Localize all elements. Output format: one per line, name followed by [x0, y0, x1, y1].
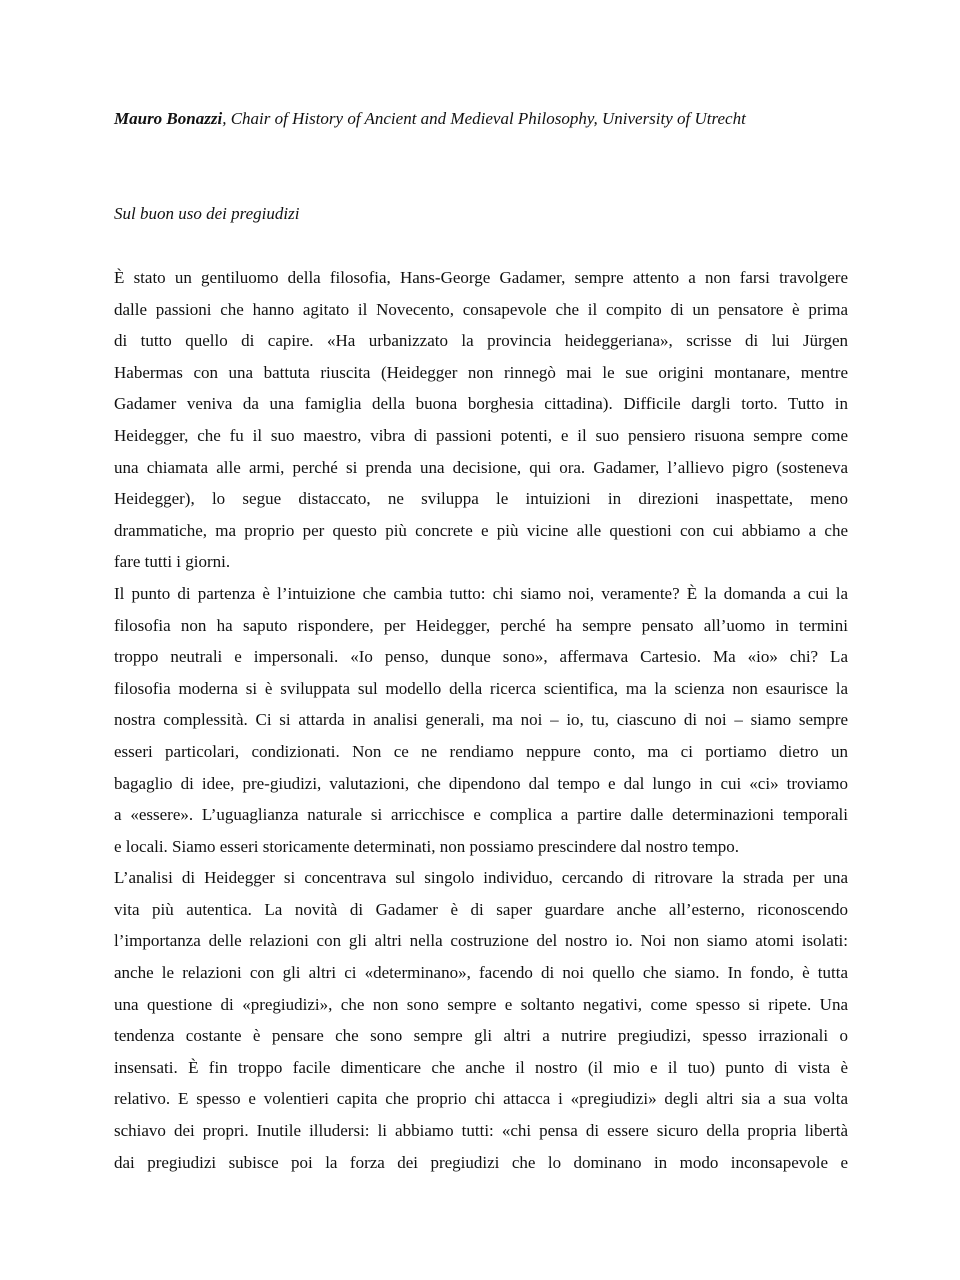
body-line: esseri particolari, condizionati. Non ce ne rendiamo neppure conto, ma ci portiamo dietro un	[114, 741, 848, 761]
body-line: anche le relazioni con gli altri ci «determinano», facendo di noi quello che siamo. In fondo, è tutta	[114, 963, 848, 983]
body-line: bagaglio di idee, pre-giudizi, valutazioni, che dipendono dal tempo e dal lungo in cui «ci» troviamo	[114, 773, 848, 793]
body-line: relativo. E spesso e volentieri capita che proprio chi attacca i «pregiudizi» degli altri sia a sua volta	[114, 1089, 848, 1109]
author-line	[114, 107, 854, 131]
body-line: fare tutti i giorni.	[114, 552, 231, 572]
body-line: troppo neutrali e impersonali. «Io penso, dunque sono», affermava Cartesio. Ma «io» chi? La	[114, 647, 848, 667]
body-line: drammatiche, ma proprio per questo più concrete e più vicine alle questioni con cui abbiamo a che	[114, 520, 848, 540]
article-body	[114, 262, 848, 1178]
body-line: nostra complessità. Ci si attarda in analisi generali, ma noi – io, tu, ciascuno di noi – siamo sempre	[114, 710, 848, 730]
body-line: e locali. Siamo esseri storicamente determinati, non possiamo prescindere dal nostro tempo.	[114, 836, 740, 856]
author-name: Mauro Bonazzi	[114, 109, 223, 128]
body-line: insensati. È fin troppo facile dimenticare che anche il nostro (il mio e il tuo) punto di vista è	[114, 1057, 848, 1077]
author-affiliation: , Chair of History of Ancient and Medieval Philosophy, University of Utrecht	[222, 109, 746, 128]
body-line: Il punto di partenza è l’intuizione che cambia tutto: chi siamo noi, veramente? È la domanda a cui la	[114, 583, 848, 603]
body-line: filosofia moderna si è sviluppata sul modello della ricerca scientifica, ma la scienza non esaurisce la	[114, 678, 848, 698]
body-line: Habermas con una battuta riuscita (Heidegger non rinnegò mai le sue origini montanare, mentre	[114, 362, 848, 382]
body-line: filosofia non ha saputo rispondere, per Heidegger, perché ha sempre pensato all’uomo in termini	[114, 615, 848, 635]
body-line: L’analisi di Heidegger si concentrava sul singolo individuo, cercando di ritrovare la strada per una	[114, 868, 848, 888]
body-line: una chiamata alle armi, perché si prenda una decisione, qui ora. Gadamer, l’allievo pigro (sosteneva	[114, 457, 848, 477]
body-line: Gadamer veniva da una famiglia della buona borghesia cittadina). Difficile dargli torto. Tutto in	[114, 394, 848, 414]
body-line: Heidegger), lo segue distaccato, ne sviluppa le intuizioni in direzioni inaspettate, meno	[114, 489, 848, 509]
body-line: È stato un gentiluomo della filosofia, Hans-George Gadamer, sempre attento a non farsi travolgere	[114, 268, 848, 287]
body-line: l’importanza delle relazioni con gli altri nella costruzione del nostro io. Noi non siamo atomi isolati:	[114, 931, 848, 951]
body-line: dai pregiudizi subisce poi la forza dei pregiudizi che lo dominano in modo inconsapevole e	[114, 1152, 848, 1172]
body-line: a «essere». L’uguaglianza naturale si arricchisce e complica a partire dalle determinazioni temporali	[114, 805, 848, 825]
body-line: una questione di «pregiudizi», che non sono sempre e soltanto negativi, come spesso si ripete. Una	[114, 994, 848, 1014]
body-line: vita più autentica. La novità di Gadamer è di saper guardare anche all’esterno, riconoscendo	[114, 899, 848, 919]
body-line: Heidegger, che fu il suo maestro, vibra di passioni potenti, e il suo pensiero risuona sempre come	[114, 425, 848, 445]
body-line: di tutto quello di capire. «Ha urbanizzato la provincia heideggeriana», scrisse di lui Jürgen	[114, 331, 848, 351]
body-line: dalle passioni che hanno agitato il Novecento, consapevole che il compito di un pensatore è prima	[114, 299, 848, 319]
body-line: tendenza costante è pensare che sono sempre gli altri a nutrire pregiudizi, spesso irrazionali o	[114, 1026, 848, 1046]
article-title: Sul buon uso dei pregiudizi	[114, 204, 300, 223]
body-line: schiavo dei propri. Inutile illudersi: li abbiamo tutti: «chi pensa di essere sicuro della propria libertà	[114, 1121, 848, 1141]
